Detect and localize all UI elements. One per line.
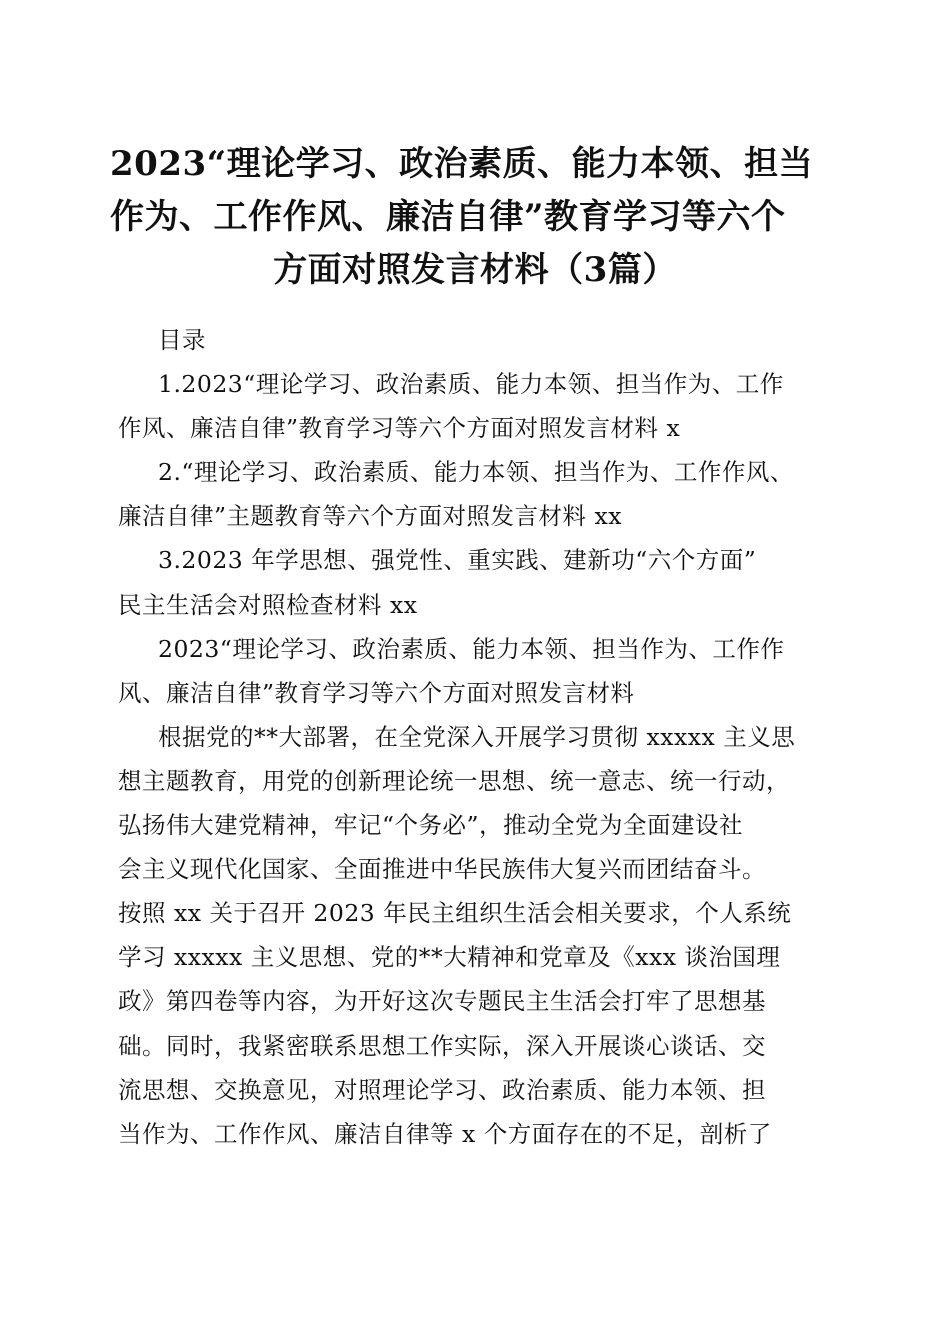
toc-heading: 目录 [158, 326, 206, 354]
paragraph-line: 想主题教育，用党的创新理论统一思想、统一意志、统一行动， [118, 766, 790, 795]
paragraph-line: 会主义现代化国家、全面推进中华民族伟大复兴而团结奋斗。 [118, 855, 766, 884]
toc-item-2-line-2: 廉洁自律”主题教育等六个方面对照发言材料 xx [118, 502, 622, 531]
document-body [118, 318, 838, 1156]
toc-item-1-line-2: 作风、廉洁自律”教育学习等六个方面对照发言材料 x [118, 414, 681, 443]
section-heading-line-1: 2023“理论学习、政治素质、能力本领、担当作为、工作作 [158, 634, 785, 663]
paragraph-line: 当作为、工作作风、廉洁自律等 x 个方面存在的不足，剖析了 [118, 1119, 772, 1148]
toc-item-2-line-1: 2.“理论学习、政治素质、能力本领、担当作为、工作作风、 [158, 458, 794, 487]
title-line-1: 2023“理论学习、政治素质、能力本领、担当 [110, 144, 814, 184]
title-line-2: 作为、工作作风、廉洁自律”教育学习等六个 [110, 197, 786, 237]
paragraph-line: 按照 xx 关于召开 2023 年民主组织生活会相关要求，个人系统 [118, 899, 792, 928]
paragraph-line: 弘扬伟大建党精神，牢记“个务必”，推动全党为全面建设社 [118, 811, 744, 840]
paragraph-line: 根据党的**大部署，在全党深入开展学习贯彻 xxxxx 主义思 [158, 722, 796, 751]
toc-item-3-line-2: 民主生活会对照检查材料 xx [118, 590, 418, 619]
section-heading-line-2: 风、廉洁自律”教育学习等六个方面对照发言材料 [118, 678, 635, 707]
paragraph-line: 础。同时，我紧密联系思想工作实际，深入开展谈心谈话、交 [118, 1031, 766, 1060]
paragraph-line: 政》第四卷等内容，为开好这次专题民主生活会打牢了思想基 [118, 987, 766, 1016]
paragraph-line: 流思想、交换意见，对照理论学习、政治素质、能力本领、担 [118, 1075, 766, 1104]
toc-item-3-line-1: 3.2023 年学思想、强党性、重实践、建新功“六个方面” [158, 546, 757, 575]
document-title [110, 138, 840, 297]
title-line-3: 方面对照发言材料（3篇） [273, 250, 677, 290]
paragraph-line: 学习 xxxxx 主义思想、党的**大精神和党章及《xxx 谈治国理 [118, 943, 781, 972]
toc-item-1-line-1: 1.2023“理论学习、政治素质、能力本领、担当作为、工作 [158, 370, 784, 399]
